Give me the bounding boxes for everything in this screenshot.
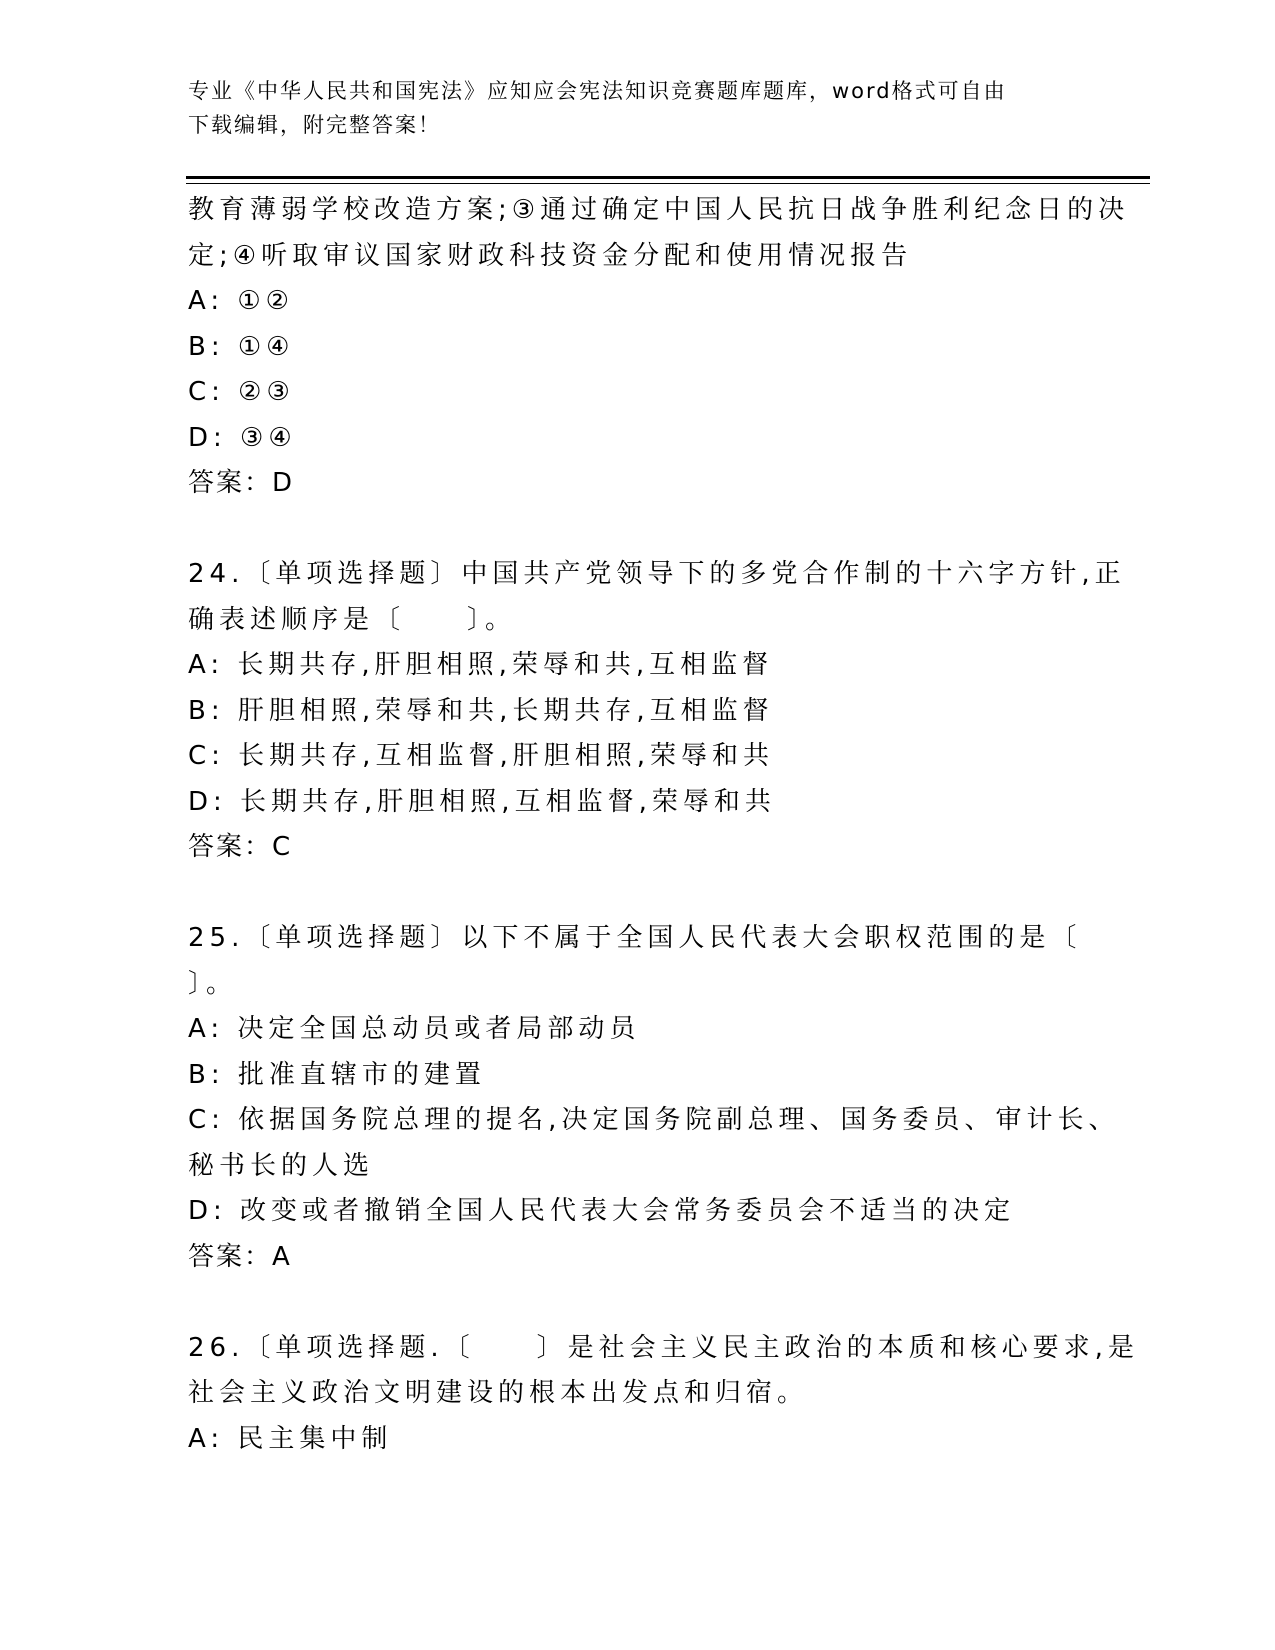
option-d: D: 改变或者撤销全国人民代表大会常务委员会不适当的决定: [188, 1196, 1016, 1226]
option-d: D: 长期共存,肝胆相照,互相监督,荣辱和共: [188, 786, 776, 817]
option-c: C: 长期共存,互相监督,肝胆相照,荣辱和共: [188, 741, 774, 771]
question-stem-line: 定;④听取审议国家财政科技资金分配和使用情况报告: [188, 240, 913, 271]
option-d: D: ③④: [188, 422, 297, 453]
option-c: C: 依据国务院总理的提名,决定国务院副总理、国务委员、审计长、: [188, 1105, 1120, 1135]
header-line-2: 下载编辑，附完整答案！: [188, 113, 441, 137]
question-stem-line: 社会主义政治文明建设的根本出发点和归宿。: [188, 1378, 809, 1408]
question-stem-line: 26.〔单项选择题.〔 〕是社会主义民主政治的本质和核心要求,是: [188, 1332, 1139, 1363]
document-body: [188, 188, 1139, 1462]
answer-label: 答案：C: [188, 832, 293, 862]
spacer: [188, 507, 1088, 553]
option-a: A: 民主集中制: [188, 1423, 393, 1454]
option-b: B: 肝胆相照,荣辱和共,长期共存,互相监督: [188, 695, 774, 726]
question-stem-line: 〕。: [188, 968, 238, 999]
question-stem-line: 确表述顺序是〔 〕。: [188, 604, 517, 635]
header-line-1: 专业《中华人民共和国宪法》应知应会宪法知识竞赛题库题库，word格式可自由: [188, 79, 1007, 103]
document-header: [188, 74, 1088, 142]
question-stem-line: 25.〔单项选择题〕以下不属于全国人民代表大会职权范围的是〔: [188, 923, 1082, 953]
option-a: A: ①②: [188, 286, 294, 316]
header-rule-thick: [186, 176, 1150, 179]
option-c-continued: 秘书长的人选: [188, 1150, 375, 1181]
header-rule-thin: [186, 183, 1150, 184]
question-26: [188, 1326, 1139, 1463]
answer-label: 答案：A: [188, 1241, 292, 1272]
option-c: C: ②③: [188, 377, 295, 407]
option-b: B: 批准直辖市的建置: [188, 1059, 486, 1090]
question-24: [188, 552, 1126, 871]
question-23: [188, 188, 1130, 507]
spacer: [188, 871, 1088, 917]
option-a: A: 长期共存,肝胆相照,荣辱和共,互相监督: [188, 650, 774, 680]
option-b: B: ①④: [188, 331, 295, 362]
option-a: A: 决定全国总动员或者局部动员: [188, 1014, 641, 1044]
question-stem-line: 教育薄弱学校改造方案;③通过确定中国人民抗日战争胜利纪念日的决: [188, 195, 1130, 225]
question-stem-line: 24.〔单项选择题〕中国共产党领导下的多党合作制的十六字方针,正: [188, 559, 1126, 589]
spacer: [188, 1280, 1088, 1326]
question-25: [188, 916, 1120, 1280]
answer-label: 答案：D: [188, 468, 295, 498]
